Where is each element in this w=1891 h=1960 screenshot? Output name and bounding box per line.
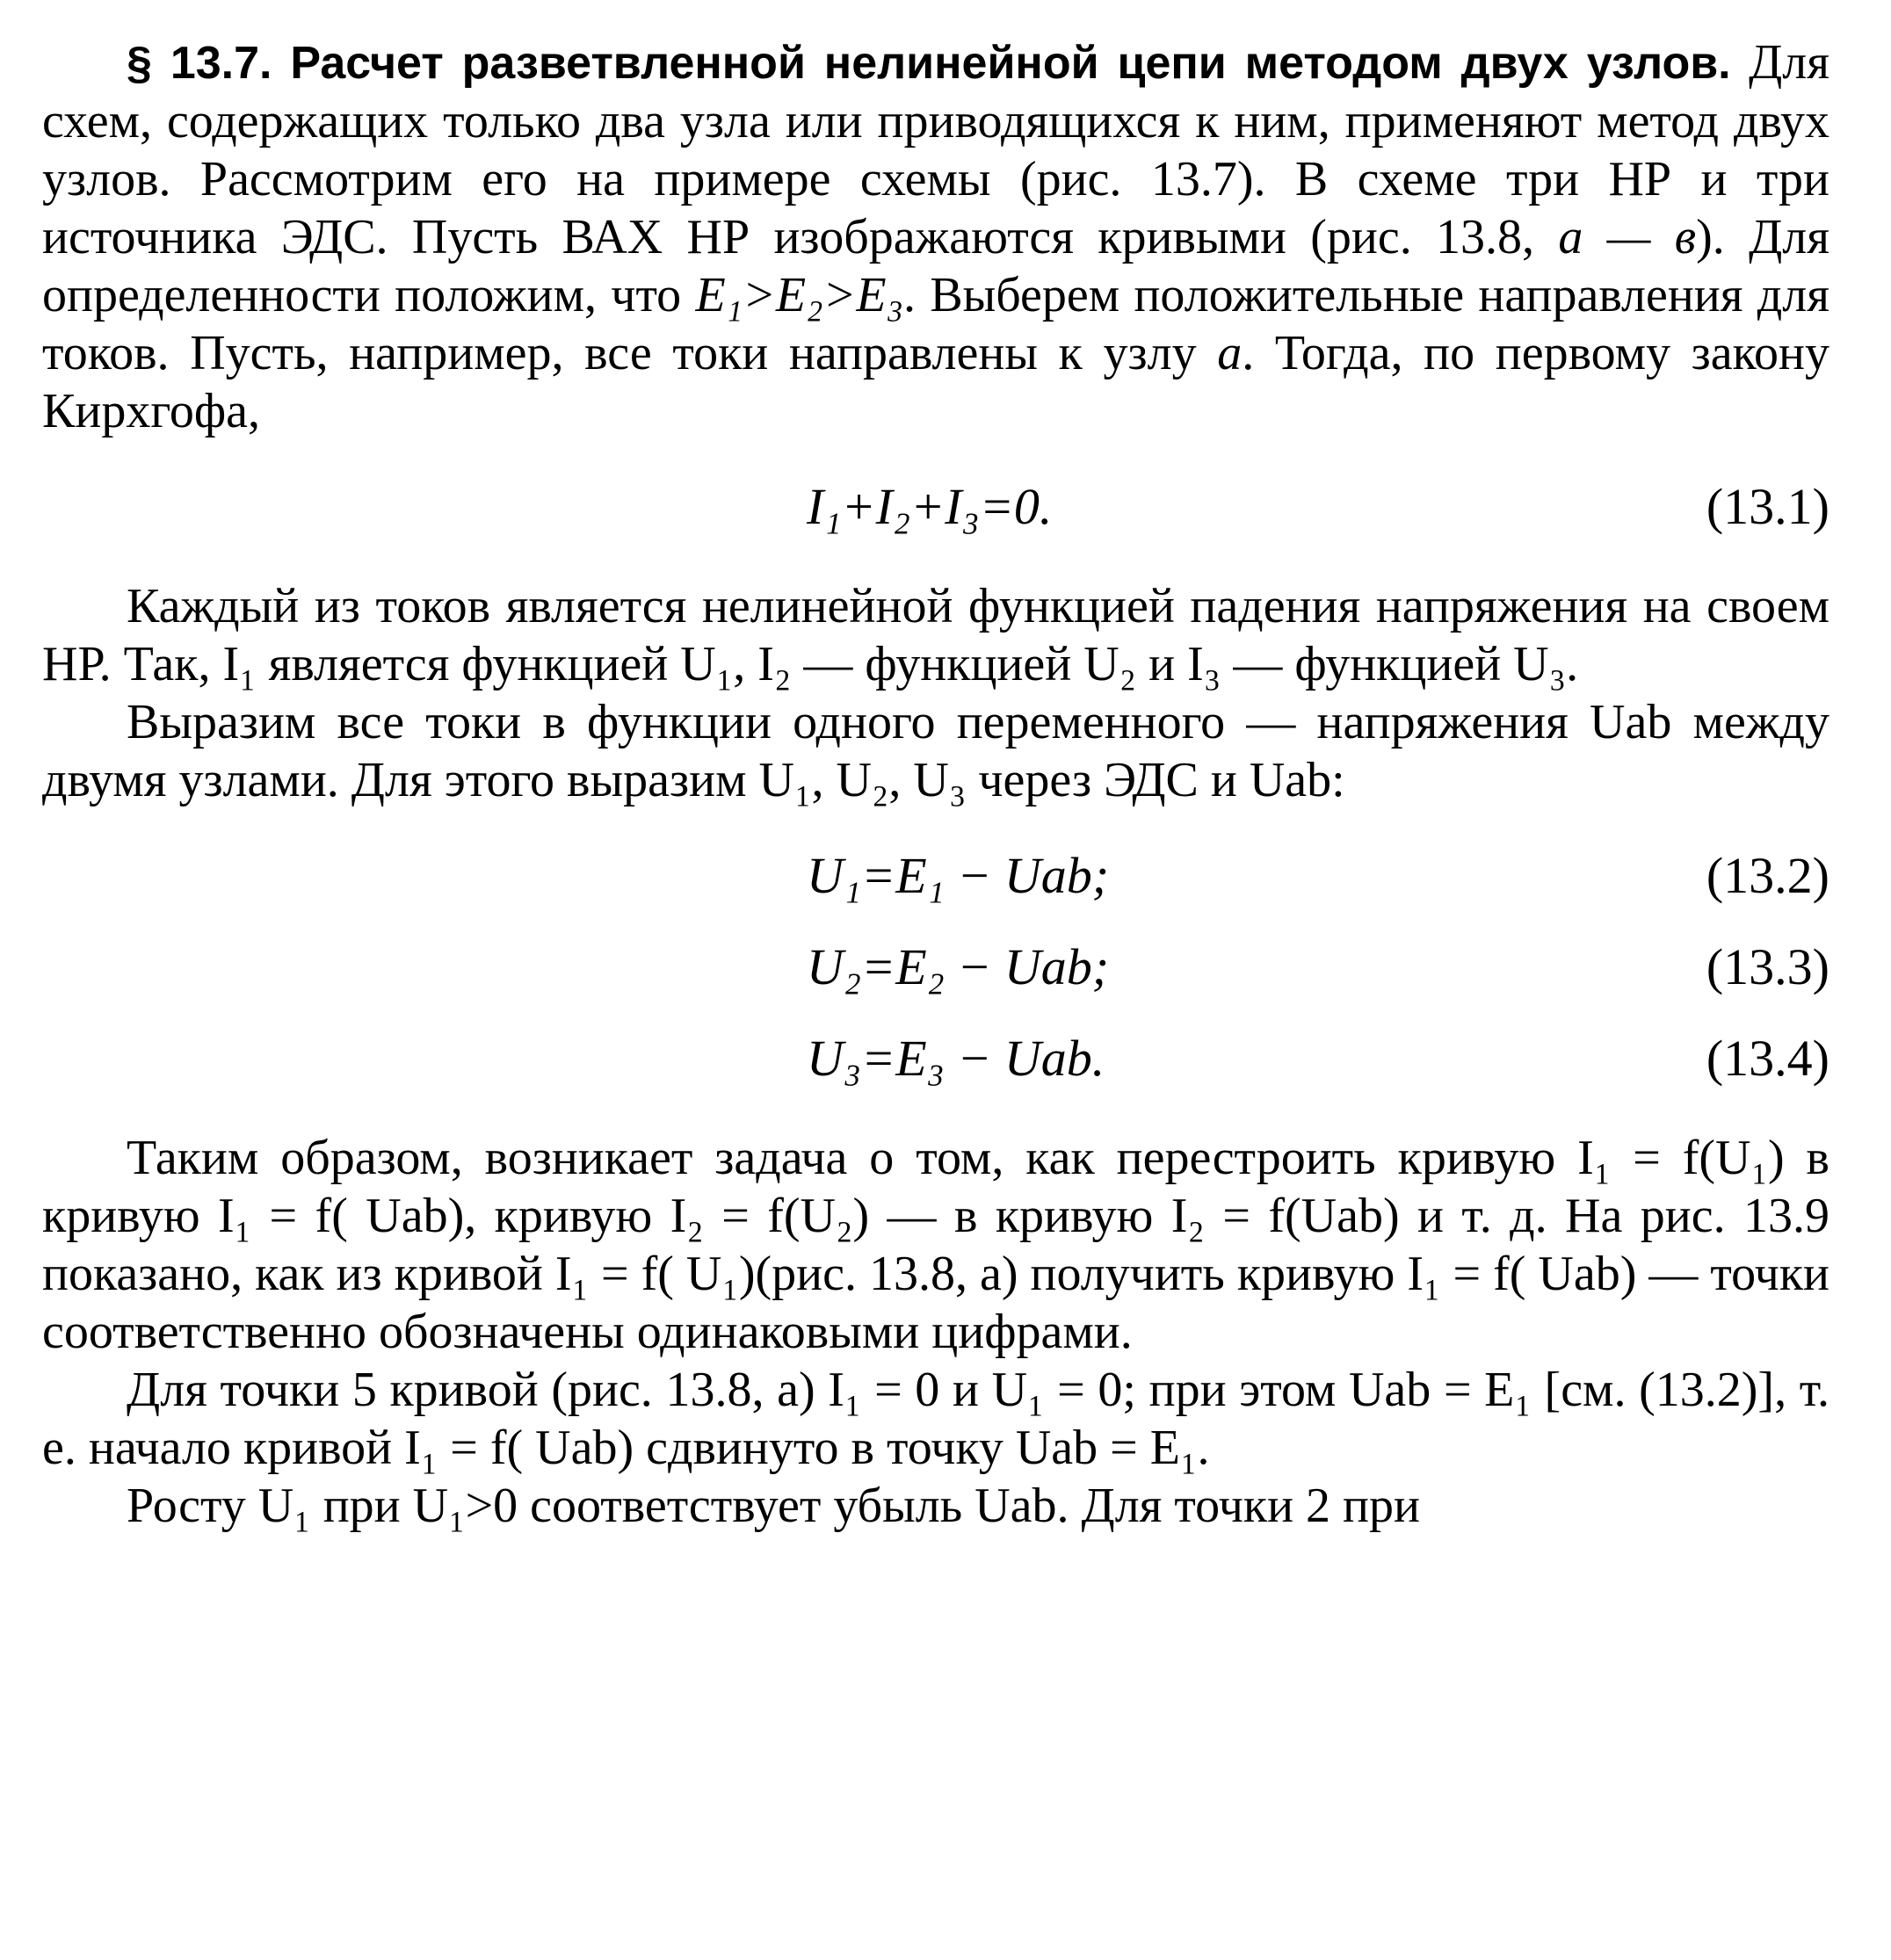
intro-text-c: ). Для определенности положим, что [42, 210, 1829, 322]
intro-text-a: Для схем, содержащих только два узла или приводящихся к ним, применяют метод двух узлов. Рассмотрим его на примере схемы (рис. 13.7). В схеме три НР и три источника ЭДС. Пусть ВАХ НР изображаются кривыми (рис. 13.8, [42, 35, 1829, 264]
equation-13-1 [42, 461, 1829, 553]
equation-formula: I₁+I₂+I₃=0. [807, 478, 1053, 535]
equation-number: (13.4) [1706, 1030, 1829, 1087]
equation-number: (13.2) [1706, 847, 1829, 904]
equation-number: (13.1) [1706, 478, 1829, 535]
equation-number: (13.3) [1706, 938, 1829, 995]
equation-formula: U₃=E₃ − Uab. [807, 1030, 1105, 1087]
equation-13-3 [42, 922, 1829, 1013]
equation-13-4 [42, 1013, 1829, 1104]
paragraph-intro [42, 33, 1829, 440]
intro-node-name: a [1217, 326, 1243, 380]
paragraph-rebuild: Таким образом, возникает задача о том, как перестроить кривую I₁ = f(U₁) в кривую I₁ = f( Uab), кривую I₂ = f(U₂) — в кривую I₂ = f(Uab) и т. д. На рис. 13.9 показано, как из кривой I₁ = f( U₁)(рис. 13.8, а) получить кривую I₁ = f( Uab) — точки соответственно обозначены одинаковыми цифрами. [42, 1131, 1829, 1359]
intro-text-d: . Выберем положительные направления для токов. Пусть, например, все токи направлены к узлу [42, 268, 1829, 380]
intro-text-e: . Тогда, по первому закону Кирхгофа, [42, 326, 1829, 438]
paragraph-express: Выразим все токи в функции одного переменного — напряжения Uab между двумя узлами. Для этого выразим U₁, U₂, U₃ через ЭДС и Uab: [42, 695, 1829, 807]
section-heading: § 13.7. Расчет разветвленной нелинейной цепи методом двух узлов. [127, 38, 1731, 89]
equation-13-2 [42, 830, 1829, 922]
equation-formula: U₂=E₂ − Uab; [807, 938, 1110, 995]
equation-formula: U₁=E₁ − Uab; [807, 847, 1110, 904]
intro-inequality: E₁>E₂>E₃ [695, 268, 904, 322]
paragraph-currents: Каждый из токов является нелинейной функцией падения напряжения на своем НР. Так, I₁ является функцией U₁, I₂ — функцией U₂ и I₃ — функцией U₃. [42, 579, 1829, 691]
paragraph-point-5: Для точки 5 кривой (рис. 13.8, а) I₁ = 0 и U₁ = 0; при этом Uab = E₁ [см. (13.2)], т. е. начало кривой I₁ = f( Uab) сдвинуто в точку Uab = E₁. [42, 1363, 1829, 1475]
paragraph-growth: Росту U₁ при U₁>0 соответствует убыль Uab. Для точки 2 при [127, 1479, 1420, 1533]
intro-figure-range: а — в [1558, 210, 1697, 264]
